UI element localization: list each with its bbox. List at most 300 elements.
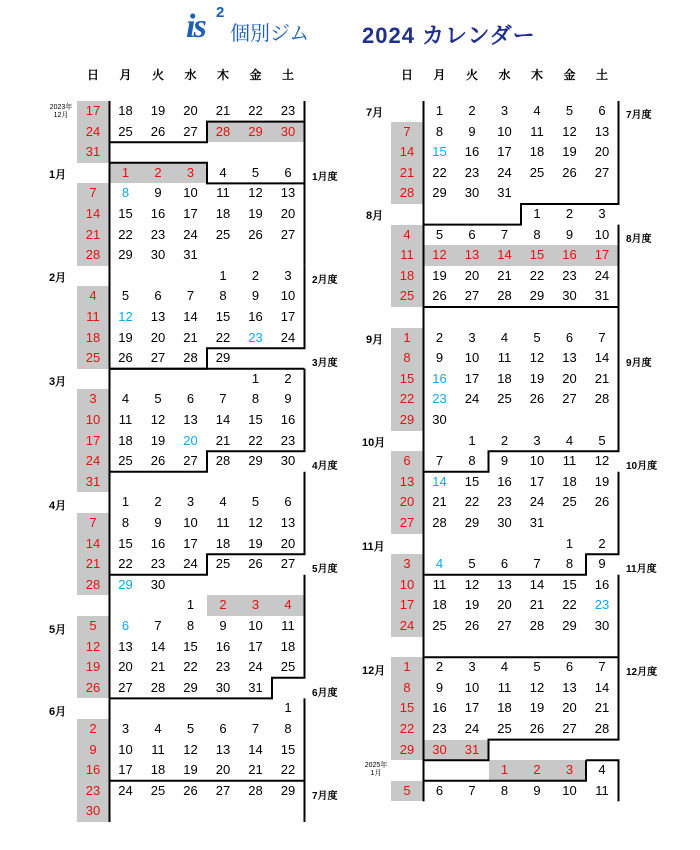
day-cell: 24 (85, 123, 101, 139)
day-cell: 13 (594, 123, 610, 139)
day-cell: 12 (85, 638, 101, 654)
day-cell: 14 (150, 638, 166, 654)
day-cell: 2 (219, 597, 227, 613)
day-cell: 15 (562, 576, 577, 592)
day-cell: 29 (399, 412, 415, 427)
day-cell: 22 (399, 721, 415, 736)
day-cell: 27 (150, 350, 166, 366)
month-label-aug: 8月 (366, 210, 384, 222)
day-cell: 11 (400, 247, 414, 263)
fiscal-label-aug: 8月度 (626, 234, 652, 245)
day-cell: 19 (594, 473, 610, 489)
day-cell: 14 (85, 535, 101, 551)
day-cell: 2 (598, 535, 606, 551)
day-cell: 26 (464, 618, 480, 633)
day-cell: 14 (248, 741, 263, 757)
day-cell: 20 (183, 103, 198, 118)
day-cell: 21 (594, 370, 610, 386)
fiscal-border (424, 472, 619, 575)
day-cell: 18 (432, 597, 447, 613)
day-cell: 14 (85, 206, 101, 221)
day-cell: 19 (432, 267, 447, 283)
day-cell: 6 (565, 659, 574, 675)
day-cell: 3 (598, 206, 606, 221)
day-cell: 27 (497, 618, 512, 633)
day-cell: 27 (215, 782, 231, 798)
day-cell: 6 (154, 288, 162, 304)
day-cell: 27 (183, 453, 198, 469)
day-cell: 19 (529, 700, 545, 716)
day-cell: 28 (529, 618, 545, 633)
day-cell: 19 (562, 144, 577, 160)
day-cell: 3 (89, 391, 97, 407)
day-cell: 22 (280, 762, 296, 778)
day-cell: 7 (435, 453, 444, 469)
day-cell: 21 (529, 597, 545, 613)
day-cell: 25 (280, 659, 296, 675)
day-cell: 10 (248, 618, 263, 633)
day-cell: 12 (562, 123, 577, 139)
day-cell: 9 (500, 453, 509, 469)
day-cell: 7 (500, 226, 509, 242)
day-cell: 20 (594, 144, 610, 160)
day-cell: 1 (186, 597, 195, 613)
day-cell: 9 (89, 741, 97, 757)
day-cell: 24 (464, 721, 480, 736)
day-cell: 10 (497, 123, 512, 139)
day-cell: 2 (154, 164, 162, 180)
day-cell: 17 (85, 103, 101, 118)
day-cell: 17 (399, 597, 415, 613)
day-cell: 4 (403, 226, 411, 242)
day-cell: 20 (215, 762, 231, 778)
day-cell: 11 (216, 185, 230, 201)
day-cell: 14 (399, 144, 415, 160)
day-cell: 26 (118, 350, 133, 366)
day-cell: 29 (118, 576, 133, 592)
day-cell: 17 (464, 700, 480, 716)
day-cell: 19 (150, 103, 166, 118)
page-title: 2024 カレンダー (362, 23, 536, 48)
day-cell: 12 (150, 412, 166, 427)
day-cell: 26 (183, 782, 198, 798)
day-cell: 18 (150, 762, 166, 778)
day-cell: 28 (215, 453, 231, 469)
day-cell: 5 (154, 391, 162, 407)
day-cell: 9 (154, 515, 162, 530)
day-cell: 28 (215, 123, 231, 139)
day-cell: 16 (594, 576, 610, 592)
day-cell: 6 (284, 164, 292, 180)
day-cell: 10 (562, 782, 577, 798)
logo-superscript: 2 (216, 4, 225, 21)
day-cell: 25 (399, 288, 415, 304)
day-cell: 14 (497, 247, 512, 263)
day-cell: 25 (215, 556, 231, 572)
day-cell: 16 (85, 762, 101, 778)
day-cell: 26 (150, 123, 166, 139)
day-cell: 31 (529, 515, 545, 530)
day-cell: 23 (280, 103, 296, 118)
day-cell: 28 (399, 185, 415, 201)
day-cell: 9 (598, 556, 606, 572)
day-cell: 27 (594, 164, 610, 180)
day-cell: 9 (435, 679, 444, 695)
day-cell: 28 (594, 721, 610, 736)
day-cell: 10 (118, 741, 133, 757)
day-cell: 26 (432, 288, 447, 304)
day-cell: 15 (432, 144, 447, 160)
day-cell: 8 (284, 721, 292, 736)
month-label-oct: 10月 (362, 437, 386, 449)
day-cell: 22 (248, 103, 263, 118)
day-cell: 23 (562, 267, 577, 283)
day-cell: 9 (468, 123, 476, 139)
day-cell: 10 (529, 453, 545, 469)
day-cell: 1 (403, 659, 411, 675)
next-year-label (361, 762, 391, 778)
fiscal-label-sep: 9月度 (626, 358, 652, 369)
day-cell: 10 (464, 679, 480, 695)
fiscal-label-nov: 11月度 (626, 564, 657, 575)
day-cell: 31 (85, 473, 101, 489)
day-cell: 11 (281, 618, 295, 633)
day-cell: 4 (154, 721, 162, 736)
day-cell: 26 (594, 494, 610, 510)
day-cell: 4 (219, 494, 227, 510)
day-cell: 29 (183, 679, 198, 695)
day-cell: 23 (497, 494, 512, 510)
day-cell: 16 (432, 700, 447, 716)
day-cell: 1 (284, 700, 292, 716)
month-label-may: 5月 (49, 624, 67, 636)
day-cell: 26 (562, 164, 577, 180)
day-cell: 19 (248, 535, 263, 551)
day-cell: 30 (280, 123, 296, 139)
day-cell: 17 (497, 144, 512, 160)
day-cell: 28 (248, 782, 263, 798)
weekday-left-2: 火 (151, 68, 164, 82)
day-cell: 29 (529, 288, 545, 304)
day-cell: 12 (529, 679, 545, 695)
day-cell: 24 (118, 782, 133, 798)
fiscal-label-apr: 4月度 (312, 461, 338, 472)
day-cell: 3 (500, 103, 509, 118)
weekday-left-1: 月 (119, 68, 132, 82)
day-cell: 13 (215, 741, 231, 757)
day-cell: 13 (399, 473, 415, 489)
day-cell: 21 (399, 164, 415, 180)
day-cell: 25 (85, 350, 101, 366)
fiscal-border (110, 698, 305, 780)
day-cell: 5 (403, 782, 411, 798)
month-label-feb: 2月 (49, 272, 67, 284)
weekday-right-1: 月 (433, 68, 446, 82)
day-cell: 4 (89, 288, 97, 304)
fiscal-border (110, 163, 305, 266)
day-cell: 26 (248, 556, 263, 572)
day-cell: 30 (562, 288, 577, 304)
day-cell: 1 (251, 370, 260, 386)
day-cell: 18 (497, 370, 512, 386)
day-cell: 2 (89, 721, 97, 736)
day-cell: 4 (284, 597, 292, 613)
prev-year-label-month: 12月 (53, 112, 69, 119)
day-cell: 25 (118, 123, 133, 139)
day-cell: 26 (529, 391, 545, 407)
logo-is: is (186, 8, 205, 45)
day-cell: 1 (121, 494, 130, 510)
day-cell: 7 (186, 288, 195, 304)
fiscal-border (424, 225, 619, 307)
day-cell: 27 (280, 226, 296, 242)
day-cell: 2 (533, 762, 541, 778)
day-cell: 5 (89, 618, 97, 633)
day-cell: 22 (183, 659, 198, 675)
day-cell: 3 (533, 432, 541, 448)
day-cell: 1 (565, 535, 574, 551)
fiscal-label-jul: 7月度 (626, 110, 652, 121)
month-label-dec: 12月 (362, 665, 386, 677)
day-cell: 29 (562, 618, 577, 633)
day-cell: 22 (432, 164, 447, 180)
day-cell: 13 (497, 576, 512, 592)
day-cell: 30 (85, 803, 101, 819)
fiscal-border (424, 575, 619, 657)
next-year-label-year: 2025年 (364, 762, 388, 769)
day-cell: 4 (219, 164, 227, 180)
day-cell: 6 (598, 103, 606, 118)
day-cell: 11 (497, 350, 512, 366)
day-cell: 7 (89, 185, 97, 201)
day-cell: 11 (151, 741, 165, 757)
day-cell: 1 (219, 267, 227, 283)
fiscal-border (424, 760, 587, 781)
day-cell: 19 (85, 659, 101, 675)
fiscal-border (586, 760, 619, 801)
day-cell: 25 (215, 226, 231, 242)
day-cell: 28 (85, 576, 101, 592)
day-cell: 8 (403, 679, 411, 695)
day-cell: 19 (183, 762, 198, 778)
day-cell: 22 (464, 494, 480, 510)
day-cell: 5 (251, 494, 260, 510)
day-cell: 14 (183, 309, 198, 324)
day-cell: 1 (533, 206, 541, 221)
day-cell: 13 (280, 185, 296, 201)
day-cell: 5 (435, 226, 444, 242)
day-cell: 21 (497, 267, 512, 283)
day-cell: 15 (399, 370, 415, 386)
day-cell: 23 (85, 782, 101, 798)
day-cell: 9 (251, 288, 260, 304)
day-cell: 8 (435, 123, 444, 139)
day-cell: 31 (183, 247, 198, 263)
day-cell: 29 (280, 782, 296, 798)
day-cell: 5 (533, 329, 541, 345)
day-cell: 1 (121, 164, 130, 180)
day-cell: 10 (183, 185, 198, 201)
day-cell: 29 (248, 123, 263, 139)
fiscal-label-oct: 10月度 (626, 461, 658, 472)
weekday-left-6: 土 (281, 68, 294, 82)
day-cell: 11 (118, 412, 133, 427)
day-cell: 13 (562, 350, 577, 366)
day-cell: 5 (565, 103, 574, 118)
day-cell: 8 (121, 515, 130, 530)
day-cell: 30 (280, 453, 296, 469)
day-cell: 23 (280, 432, 296, 448)
day-cell: 22 (399, 391, 415, 407)
day-cell: 19 (150, 432, 166, 448)
day-cell: 12 (118, 309, 133, 324)
day-cell: 13 (562, 679, 577, 695)
day-cell: 23 (594, 597, 610, 613)
day-cell: 29 (399, 741, 415, 757)
day-cell: 18 (562, 473, 577, 489)
day-cell: 2 (565, 206, 574, 221)
day-cell: 27 (280, 556, 296, 572)
day-cell: 30 (150, 576, 166, 592)
weekday-right-0: 日 (400, 68, 413, 82)
day-cell: 16 (150, 206, 166, 221)
day-cell: 29 (248, 453, 263, 469)
day-cell: 6 (219, 721, 227, 736)
fiscal-border (110, 122, 305, 143)
day-cell: 1 (403, 329, 411, 345)
day-cell: 14 (594, 350, 610, 366)
day-cell: 6 (500, 556, 509, 572)
day-cell: 24 (594, 267, 610, 283)
day-cell: 7 (403, 123, 411, 139)
day-cell: 15 (183, 638, 198, 654)
day-cell: 19 (248, 206, 263, 221)
day-cell: 30 (497, 515, 512, 530)
day-cell: 1 (500, 762, 509, 778)
fiscal-label-jul-left: 7月度 (312, 791, 338, 802)
day-cell: 27 (562, 721, 577, 736)
fiscal-border (110, 369, 305, 472)
day-cell: 4 (500, 329, 509, 345)
day-cell: 8 (219, 288, 227, 304)
day-cell: 13 (464, 247, 480, 263)
day-cell: 20 (118, 659, 133, 675)
day-cell: 4 (598, 762, 606, 778)
day-cell: 15 (399, 700, 415, 716)
day-cell: 24 (529, 494, 545, 510)
day-cell: 21 (432, 494, 447, 510)
day-cell: 6 (403, 453, 411, 469)
day-cell: 15 (529, 247, 545, 263)
weekday-left-3: 水 (184, 68, 197, 82)
day-cell: 31 (85, 144, 101, 160)
day-cell: 28 (594, 391, 610, 407)
day-cell: 21 (215, 432, 231, 448)
day-cell: 3 (565, 762, 574, 778)
day-cell: 14 (594, 679, 610, 695)
day-cell: 16 (562, 247, 577, 263)
day-cell: 21 (183, 329, 198, 345)
day-cell: 29 (464, 515, 480, 530)
day-cell: 7 (219, 391, 227, 407)
day-cell: 5 (251, 164, 260, 180)
day-cell: 15 (118, 206, 133, 221)
day-cell: 2 (154, 494, 162, 510)
day-cell: 2 (435, 659, 444, 675)
day-cell: 28 (497, 288, 512, 304)
weekday-left-5: 金 (249, 68, 262, 82)
day-cell: 18 (85, 329, 101, 345)
day-cell: 10 (594, 226, 610, 242)
day-cell: 8 (186, 618, 195, 633)
day-cell: 13 (150, 309, 166, 324)
day-cell: 15 (248, 412, 263, 427)
day-cell: 2 (468, 103, 476, 118)
day-cell: 16 (497, 473, 512, 489)
day-cell: 8 (121, 185, 130, 201)
day-cell: 18 (497, 700, 512, 716)
day-cell: 9 (219, 618, 227, 633)
day-cell: 31 (464, 741, 480, 757)
day-cell: 6 (284, 494, 292, 510)
day-cell: 26 (248, 226, 263, 242)
day-cell: 23 (248, 329, 263, 345)
day-cell: 4 (533, 103, 541, 118)
day-cell: 16 (464, 144, 480, 160)
day-cell: 29 (432, 185, 447, 201)
day-cell: 16 (215, 638, 231, 654)
day-cell: 6 (468, 226, 476, 242)
day-cell: 27 (183, 123, 198, 139)
day-cell: 9 (154, 185, 162, 201)
day-cell: 6 (186, 391, 195, 407)
weekday-right-4: 木 (530, 68, 543, 82)
day-cell: 5 (186, 721, 195, 736)
day-cell: 22 (215, 329, 231, 345)
day-cell: 13 (183, 412, 198, 427)
weekday-right-6: 土 (595, 68, 608, 82)
day-cell: 29 (215, 350, 231, 366)
day-cell: 3 (403, 556, 411, 572)
month-label-nov: 11月 (362, 541, 385, 553)
day-cell: 25 (118, 453, 133, 469)
day-cell: 13 (280, 515, 296, 530)
month-label-sep: 9月 (366, 334, 384, 346)
day-cell: 8 (468, 453, 476, 469)
day-cell: 17 (85, 432, 101, 448)
day-cell: 31 (497, 185, 512, 201)
day-cell: 27 (464, 288, 480, 304)
day-cell: 8 (403, 350, 411, 366)
day-cell: 25 (529, 164, 545, 180)
day-cell: 14 (215, 412, 231, 427)
day-cell: 24 (464, 391, 480, 407)
day-cell: 25 (497, 721, 512, 736)
weekday-right-2: 火 (465, 68, 478, 82)
day-cell: 10 (85, 412, 101, 427)
day-cell: 25 (497, 391, 512, 407)
day-cell: 16 (280, 412, 296, 427)
day-cell: 23 (150, 556, 166, 572)
day-cell: 5 (598, 432, 606, 448)
day-cell: 26 (85, 679, 101, 695)
day-cell: 3 (186, 164, 195, 180)
month-label-apr: 4月 (49, 500, 67, 512)
day-cell: 8 (251, 391, 260, 407)
day-cell: 30 (150, 247, 166, 263)
day-cell: 6 (435, 782, 444, 798)
day-cell: 3 (468, 659, 476, 675)
